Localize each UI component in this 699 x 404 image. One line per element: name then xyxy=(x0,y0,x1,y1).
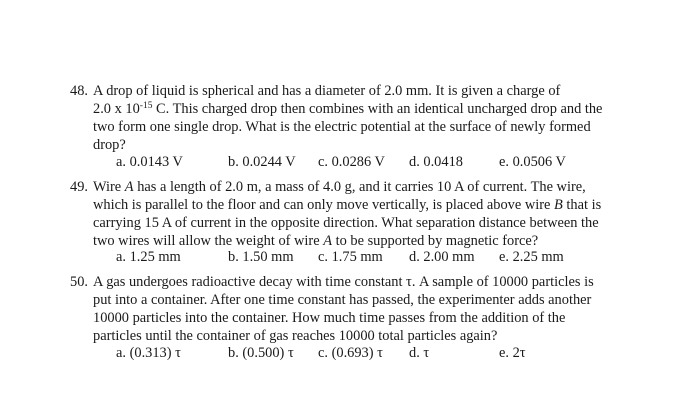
question-50-option-e: e. 2τ xyxy=(499,345,526,361)
question-48-line-4: drop? xyxy=(93,137,126,153)
question-48-option-a: a. 0.0143 V xyxy=(116,154,183,170)
question-49-wire-a-label: A xyxy=(124,179,134,195)
question-49-text-line-4a: two wires will allow the weight of wire xyxy=(93,233,324,249)
question-49-text-line-4b: to be supported by magnetic force? xyxy=(332,233,539,249)
question-48-line-1 xyxy=(70,82,560,100)
question-50-option-a: a. (0.313) τ xyxy=(116,345,181,361)
question-48-option-d: d. 0.0418 xyxy=(409,154,463,170)
question-50-option-d: d. τ xyxy=(409,345,430,361)
question-49-option-e: e. 2.25 mm xyxy=(499,249,564,265)
question-49-option-a: a. 1.25 mm xyxy=(116,249,181,265)
question-49-text-line-1a: Wire xyxy=(93,179,125,195)
question-50-line-2: put into a container. After one time constant has passed, the experimenter adds another xyxy=(93,292,592,308)
question-50-number: 50. xyxy=(70,274,88,290)
question-48-text-line-1: A drop of liquid is spherical and has a diameter of 2.0 mm. It is given a charge of xyxy=(93,83,561,99)
question-49-line-1 xyxy=(70,178,586,196)
question-49-option-c: c. 1.75 mm xyxy=(318,249,383,265)
question-50-line-1 xyxy=(70,273,594,291)
question-50-line-3: 10000 particles into the container. How much time passes from the addition of the xyxy=(93,310,566,326)
question-48-option-e: e. 0.0506 V xyxy=(499,154,566,170)
question-48-line-3: two form one single drop. What is the electric potential at the surface of newly formed xyxy=(93,119,591,135)
question-48-option-b: b. 0.0244 V xyxy=(228,154,296,170)
question-48-text-line-2: C. This charged drop then combines with an identical uncharged drop and the xyxy=(152,101,603,117)
question-49-wire-a-label-2: A xyxy=(323,233,332,249)
question-48-line-2 xyxy=(93,100,602,118)
question-48-charge-exponent: -15 xyxy=(139,101,153,111)
question-48-option-c: c. 0.0286 V xyxy=(318,154,385,170)
question-49-line-2 xyxy=(93,196,601,214)
question-49-option-b: b. 1.50 mm xyxy=(228,249,294,265)
question-49-line-3: carrying 15 A of current in the opposite direction. What separation distance between the xyxy=(93,215,599,231)
question-49-wire-b-label: B xyxy=(554,197,563,213)
question-50-text-line-1: A gas undergoes radioactive decay with time constant τ. A sample of 10000 particles is xyxy=(93,274,594,290)
question-50-option-b: b. (0.500) τ xyxy=(228,345,294,361)
question-49-option-d: d. 2.00 mm xyxy=(409,249,475,265)
question-49-text-line-1b: has a length of 2.0 m, a mass of 4.0 g, and it carries 10 A of current. The wire, xyxy=(133,179,586,195)
question-49-text-line-2a: which is parallel to the floor and can only move vertically, is placed above wire xyxy=(93,197,555,213)
question-48-charge-value: 2.0 x 10 xyxy=(93,101,140,117)
question-49-text-line-2b: that is xyxy=(562,197,602,213)
question-48-number: 48. xyxy=(70,83,88,99)
question-50-option-c: c. (0.693) τ xyxy=(318,345,383,361)
question-49-number: 49. xyxy=(70,179,88,195)
question-50-line-4: particles until the container of gas reaches 10000 total particles again? xyxy=(93,328,498,344)
